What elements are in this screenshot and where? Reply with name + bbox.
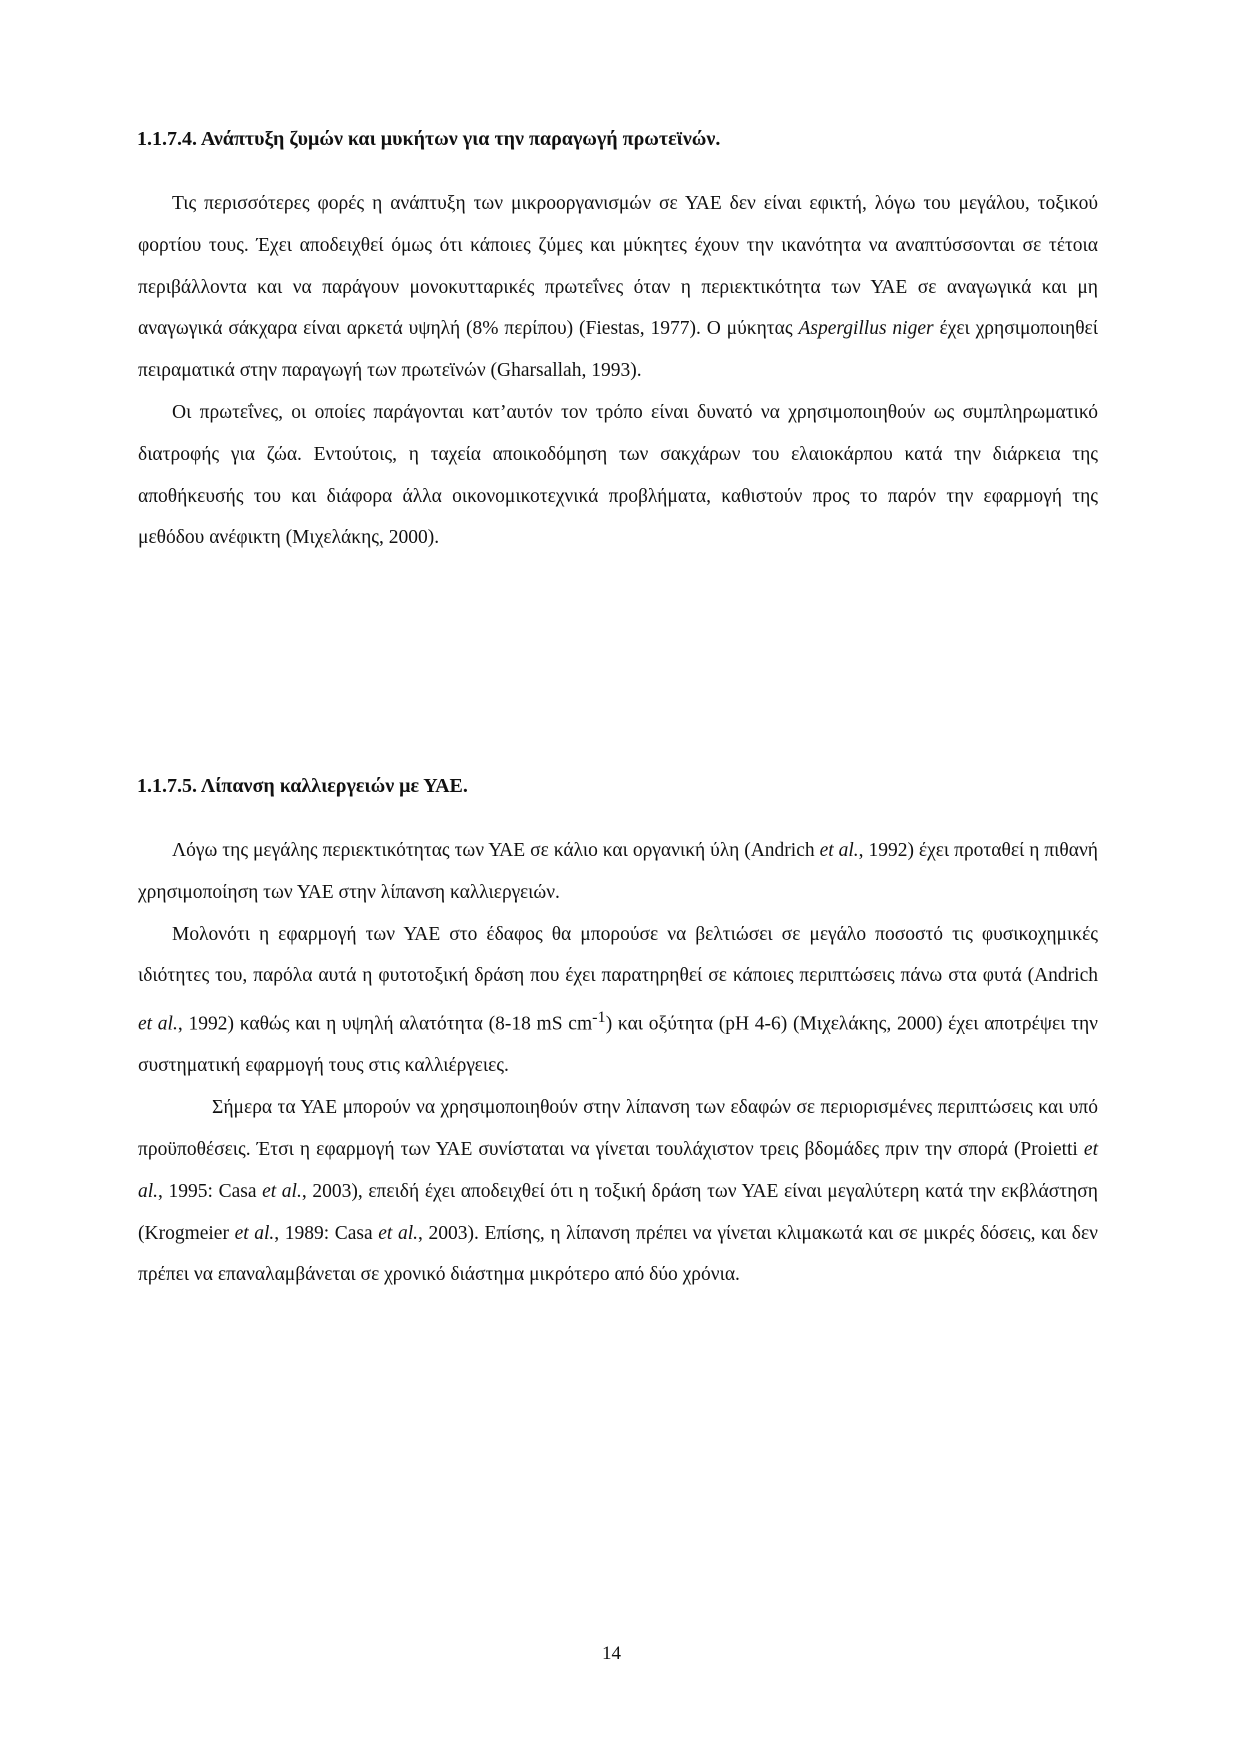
species-name: Aspergillus niger (798, 318, 934, 340)
paragraph-2-text: Οι πρωτεΐνες, οι οποίες παράγονται κατ’αυτόν τον τρόπο είναι δυνατό να χρησιμοποιηθούν ως συμπληρωματικό διατροφής για ζώα. Εντούτοις, η ταχεία αποικοδόμηση των σακχάρων του ελαιοκάρπου κατά την διάρκεια της αποθήκευσής του και διάφορα άλλα οικονομικοτεχνικά προβλήματα, καθιστούν προς το παρόν την εφαρμογή της μεθόδου ανέφικτη (Μιχελάκης, 2000). (138, 401, 1098, 549)
et-al-citation: et al. (819, 840, 859, 861)
page-number: 14 (602, 1643, 621, 1664)
section-1-1-7-4-body (138, 183, 1098, 559)
et-al-citation: et al. (234, 1222, 275, 1244)
paragraph-1-text-b: έχει χρησιμοποιηθεί πειραματικά στην παραγωγή των πρωτεϊνών (Gharsallah, 1993). (138, 318, 1098, 382)
paragraph-5-text-d: , 1989: Casa (274, 1222, 379, 1244)
et-al-citation: et al. (378, 1222, 418, 1244)
paragraph-3-text-a: Λόγω της μεγάλης περιεκτικότητας των ΥΑΕ σε κάλιο και οργανική ύλη (Andrich (172, 840, 820, 861)
paragraph-5-text-b: , 1995: Casa (158, 1180, 263, 1202)
et-al-citation: et al. (138, 1013, 178, 1035)
paragraph-4-text-b: , 1992) καθώς και η υψηλή αλατότητα (8-18 mS cm (177, 1013, 593, 1035)
paragraph-1-text-a: Τις περισσότερες φορές η ανάπτυξη των μικροοργανισμών σε ΥΑΕ δεν είναι εφικτή, λόγω του μεγάλου, τοξικού φορτίου τους. Έχει αποδειχθεί όμως ότι κάποιες ζύμες και μύκητες έχουν την ικανότητα να αναπτύσσονται σε τέτοια περιβάλλοντα και να παράγουν μονοκυτταρικές πρωτεΐνες όταν η περιεκτικότητα των ΥΑΕ σε αναγωγικά και μη αναγωγικά σάκχαρα είναι αρκετά υψηλή (8% περίπου) (Fiestas, 1977). Ο μύκητας (138, 193, 1098, 340)
paragraph-4-text-c: ) και οξύτητα (pH 4-6) (Μιχελάκης, 2000) έχει αποτρέψει την συστηματική εφαρμογή τους στις καλλιέργειες. (138, 1013, 1098, 1077)
et-al-citation: et al. (262, 1180, 302, 1202)
paragraph-3-text-b: , 1992) έχει προταθεί η πιθανή χρησιμοποίηση των ΥΑΕ στην λίπανση καλλιεργειών. (138, 840, 1098, 903)
paragraph-4-text-a: Μολονότι η εφαρμογή των ΥΑΕ στο έδαφος θα μπορούσε να βελτιώσει σε μεγάλο ποσοστό τις φυσικοχημικές ιδιότητες του, παρόλα αυτά η φυτοτοξική δράση που έχει παρατηρηθεί σε κάποιες περιπτώσεις πάνω στα φυτά (Andrich (138, 923, 1098, 987)
et-al-citation: et al. (138, 1139, 1098, 1202)
paragraph-5-text-e: , 2003). Επίσης, η λίπανση πρέπει να γίνεται κλιμακωτά και σε μικρές δόσεις, και δεν πρέπει να επαναλαμβάνεται σε χρονικό διάστημα μικρότερο από δύο χρόνια. (138, 1222, 1098, 1286)
superscript-exponent: -1 (592, 1008, 606, 1027)
section-1-1-7-5-body (138, 830, 1098, 1296)
section-heading-1-1-7-4: 1.1.7.4. Ανάπτυξη ζυμών και μυκήτων για την παραγωγή πρωτεϊνών. (137, 128, 721, 150)
paragraph-5-text-a: Σήμερα τα ΥΑΕ μπορούν να χρησιμοποιηθούν στην λίπανση των εδαφών σε περιορισμένες περιπτώσεις και υπό προϋποθέσεις. Έτσι η εφαρμογή των ΥΑΕ συνίσταται να γίνεται τουλάχιστον τρεις βδομάδες πριν την σπορά (Proietti (138, 1097, 1098, 1161)
paragraph-5-text-c: , 2003), επειδή έχει αποδειχθεί ότι η τοξική δράση των ΥΑΕ είναι μεγαλύτερη κατά την εκβλάστηση (Krogmeier (138, 1180, 1098, 1244)
section-heading-1-1-7-5: 1.1.7.5. Λίπανση καλλιεργειών με ΥΑΕ. (137, 775, 468, 797)
